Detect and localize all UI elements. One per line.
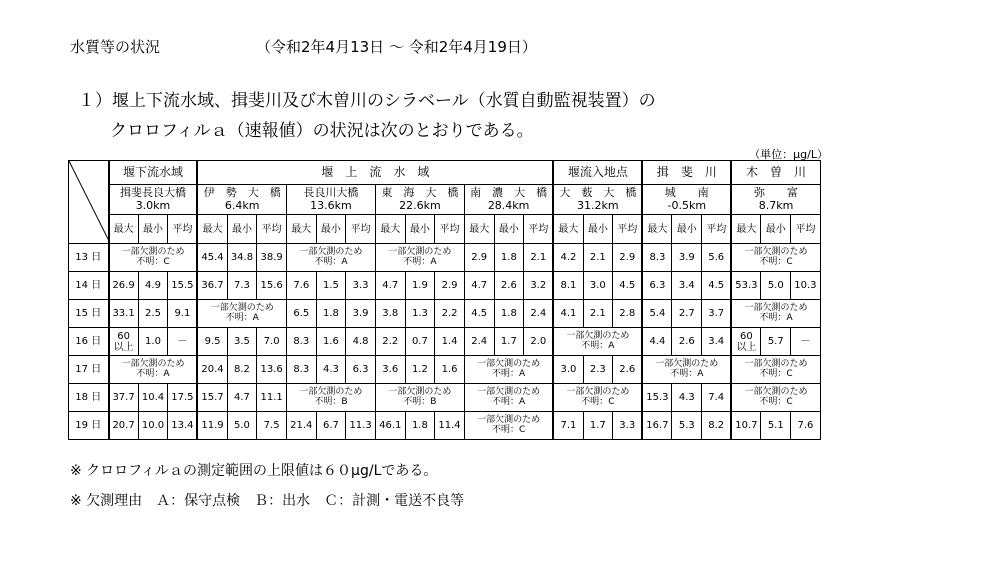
value-cell: 8.1	[553, 272, 583, 300]
missing-reason-code: A	[608, 340, 615, 351]
stat-header: 最小	[494, 215, 524, 244]
missing-data-cell	[731, 356, 820, 384]
value-cell: 2.4	[464, 328, 494, 356]
site-header	[464, 185, 553, 215]
stat-header: 最大	[553, 215, 583, 244]
site-name: 弥 富	[754, 186, 799, 200]
site-name: 城 南	[664, 186, 709, 200]
site-name: 大 薮 大 橋	[559, 186, 637, 200]
value-cell: 2.9	[435, 272, 465, 300]
group-header: 堰流入地点	[553, 161, 642, 185]
value-cell: 9.5	[197, 328, 227, 356]
missing-reason-prefix: 不明：	[314, 256, 342, 267]
value-cell: 5.0	[761, 272, 791, 300]
value-cell: 5.6	[702, 244, 732, 272]
value-cell: 3.4	[702, 328, 732, 356]
value-cell: 7.3	[227, 272, 257, 300]
missing-reason	[287, 398, 375, 408]
missing-reason-code: C	[786, 396, 793, 407]
value-cell: 6.5	[286, 300, 316, 328]
value-cell: 2.2	[435, 300, 465, 328]
site-header	[197, 185, 286, 215]
missing-data-cell	[553, 384, 642, 412]
value-cell: 9.1	[168, 300, 198, 328]
corner-diagonal	[69, 161, 109, 241]
missing-note: 一部欠測のため	[744, 358, 808, 369]
missing-data-cell	[553, 328, 642, 356]
missing-data-cell	[464, 356, 553, 384]
site-header	[375, 185, 464, 215]
value-cell: 8.2	[702, 412, 732, 440]
missing-reason-prefix: 不明：	[759, 312, 787, 323]
missing-reason	[732, 370, 819, 380]
value-cell: 16.7	[642, 412, 672, 440]
value-cell: 8.3	[286, 328, 316, 356]
site-distance: 8.7km	[758, 198, 794, 212]
value-cell: 13.4	[168, 412, 198, 440]
value-cell: 53.3	[731, 272, 761, 300]
value-cell: 2.1	[583, 244, 613, 272]
value-cell: 1.6	[435, 356, 465, 384]
missing-reason-prefix: 不明：	[759, 396, 787, 407]
value-cell: 4.7	[464, 272, 494, 300]
missing-note: 一部欠測のため	[744, 386, 808, 397]
missing-reason-prefix: 不明：	[581, 340, 609, 351]
stat-header: 最小	[138, 215, 168, 244]
value-cell: 36.7	[197, 272, 227, 300]
stat-header: 最大	[642, 215, 672, 244]
value-cell: 8.3	[286, 356, 316, 384]
missing-data-cell	[464, 384, 553, 412]
value-cell: 10.7	[731, 412, 761, 440]
day-label: 19 日	[69, 412, 109, 440]
missing-note: 一部欠測のため	[477, 414, 541, 425]
site-name: 南 濃 大 橋	[470, 186, 548, 200]
stat-header: 最小	[316, 215, 346, 244]
value-cell: 6.3	[642, 272, 672, 300]
value-cell: 2.0	[524, 328, 554, 356]
section-heading-line1: １）堰上下流水域、揖斐川及び木曽川のシラベール（水質自動監視装置）の	[78, 91, 656, 111]
missing-reason	[554, 398, 641, 408]
missing-reason-prefix: 不明：	[581, 396, 609, 407]
value-cell: 10.4	[138, 384, 168, 412]
value-cell: 1.8	[494, 300, 524, 328]
day-label: 14 日	[69, 272, 109, 300]
stat-header: 平均	[791, 215, 821, 244]
missing-reason-code: C	[786, 256, 793, 267]
table-row	[69, 272, 821, 300]
value-cell: 4.7	[227, 384, 257, 412]
value-cell: 37.7	[109, 384, 139, 412]
value-cell: 2.8	[613, 300, 643, 328]
missing-reason-prefix: 不明：	[403, 256, 431, 267]
value-cell: 2.6	[494, 272, 524, 300]
missing-reason	[198, 314, 285, 324]
value-cell: 2.6	[613, 356, 643, 384]
table-row	[69, 328, 821, 356]
missing-reason	[465, 398, 552, 408]
value-cell: 4.3	[672, 384, 702, 412]
value-cell: 20.7	[109, 412, 139, 440]
missing-data-cell	[109, 244, 198, 272]
missing-reason	[376, 398, 464, 408]
missing-note: 一部欠測のため	[210, 302, 274, 313]
value-cell: 3.6	[375, 356, 405, 384]
day-label: 17 日	[69, 356, 109, 384]
missing-note: 一部欠測のため	[744, 246, 808, 257]
value-cell: 15.7	[197, 384, 227, 412]
value-cell: 5.0	[227, 412, 257, 440]
site-header	[642, 185, 731, 215]
value-cell: 2.4	[524, 300, 554, 328]
group-header: 堰 上 流 水 域	[197, 161, 553, 185]
missing-reason-prefix: 不明：	[225, 312, 253, 323]
value-cell: 4.9	[138, 272, 168, 300]
value-cell: 3.0	[583, 272, 613, 300]
site-distance: 3.0km	[135, 198, 171, 212]
value-cell: 1.9	[405, 272, 435, 300]
value-cell: 3.0	[553, 356, 583, 384]
missing-note: 一部欠測のため	[388, 246, 452, 257]
corner-cell	[69, 161, 109, 244]
missing-reason	[643, 370, 730, 380]
page-title: 水質等の状況	[70, 38, 161, 56]
missing-note: 一部欠測のため	[566, 386, 630, 397]
value-cell: 5.1	[761, 412, 791, 440]
value-cell: 4.2	[553, 244, 583, 272]
value-cell: 2.1	[583, 300, 613, 328]
missing-data-cell	[286, 384, 375, 412]
site-header	[731, 185, 820, 215]
value-cell: 7.1	[553, 412, 583, 440]
missing-reason-prefix: 不明：	[314, 396, 342, 407]
missing-reason	[110, 258, 197, 268]
water-quality-table	[68, 160, 821, 440]
missing-reason-code: A	[519, 368, 526, 379]
table-row	[69, 356, 821, 384]
missing-data-cell	[197, 300, 286, 328]
value-cell: 2.3	[583, 356, 613, 384]
table-row	[69, 300, 821, 328]
value-cell: 1.8	[405, 412, 435, 440]
period: （令和2年4月13日 ～ 令和2年4月19日）	[256, 38, 537, 56]
value-cell: 20.4	[197, 356, 227, 384]
value-cell: 5.7	[761, 328, 791, 356]
value-cell: 1.4	[435, 328, 465, 356]
missing-reason-prefix: 不明：	[491, 424, 519, 435]
value-cell: 5.3	[672, 412, 702, 440]
value-cell: 7.6	[791, 412, 821, 440]
site-header	[109, 185, 198, 215]
value-cell: 11.1	[257, 384, 287, 412]
day-label: 13 日	[69, 244, 109, 272]
missing-reason	[554, 342, 641, 352]
missing-note: 一部欠測のため	[477, 386, 541, 397]
missing-reason-prefix: 不明：	[670, 368, 698, 379]
stat-header: 平均	[346, 215, 376, 244]
value-cell: 1.0	[138, 328, 168, 356]
unit-label: （単位：μg/L）	[749, 148, 828, 161]
missing-reason-prefix: 不明：	[759, 256, 787, 267]
value-cell: 3.2	[524, 272, 554, 300]
missing-data-cell	[642, 356, 731, 384]
missing-reason	[465, 370, 552, 380]
value-cell: 2.9	[613, 244, 643, 272]
missing-note: 一部欠測のため	[477, 358, 541, 369]
value-cell: 1.5	[316, 272, 346, 300]
site-name: 長良川大橋	[303, 186, 359, 200]
group-header: 木 曽 川	[731, 161, 820, 185]
missing-data-cell	[731, 384, 820, 412]
note-missing-reasons: ※ 欠測理由 Ａ：保守点検 Ｂ：出水 Ｃ：計測・電送不良等	[70, 493, 465, 509]
stat-header: 最大	[375, 215, 405, 244]
stat-header: 最小	[761, 215, 791, 244]
stat-header: 最小	[583, 215, 613, 244]
stat-header: 平均	[702, 215, 732, 244]
missing-note: 一部欠測のため	[655, 358, 719, 369]
value-cell: 15.3	[642, 384, 672, 412]
site-name: 東 海 大 橋	[381, 186, 459, 200]
missing-reason	[465, 426, 552, 436]
value-cell: 1.3	[405, 300, 435, 328]
missing-note: 一部欠測のため	[121, 358, 185, 369]
missing-reason	[287, 258, 375, 268]
site-distance: -0.5km	[667, 198, 707, 212]
day-label: 18 日	[69, 384, 109, 412]
day-label: 15 日	[69, 300, 109, 328]
table-row	[69, 244, 821, 272]
missing-reason-prefix: 不明：	[136, 368, 164, 379]
missing-reason-code: A	[786, 312, 793, 323]
value-cell: 2.2	[375, 328, 405, 356]
value-cell: 4.7	[375, 272, 405, 300]
value-cell: 3.5	[227, 328, 257, 356]
missing-reason-code: B	[341, 396, 348, 407]
value-cell: 4.1	[553, 300, 583, 328]
missing-data-cell	[375, 244, 464, 272]
value-cell: 60 以上	[731, 328, 761, 356]
value-cell: －	[791, 328, 821, 356]
value-cell: 15.6	[257, 272, 287, 300]
table-row	[69, 412, 821, 440]
site-distance: 13.6km	[310, 198, 352, 212]
missing-note: 一部欠測のため	[299, 246, 363, 257]
value-cell: 1.8	[494, 244, 524, 272]
value-cell: 2.6	[672, 328, 702, 356]
value-cell: 7.0	[257, 328, 287, 356]
missing-note: 一部欠測のため	[299, 386, 363, 397]
table-row	[69, 384, 821, 412]
missing-reason-prefix: 不明：	[492, 396, 520, 407]
missing-reason-code: C	[786, 368, 793, 379]
value-cell: 15.5	[168, 272, 198, 300]
site-distance: 28.4km	[487, 198, 530, 212]
value-cell: 45.4	[197, 244, 227, 272]
value-cell: 6.7	[316, 412, 346, 440]
value-cell: 3.8	[375, 300, 405, 328]
site-header	[553, 185, 642, 215]
group-header: 揖 斐 川	[642, 161, 731, 185]
missing-data-cell	[464, 412, 553, 440]
value-cell: 2.7	[672, 300, 702, 328]
stat-header: 平均	[524, 215, 554, 244]
missing-reason-code: A	[519, 396, 526, 407]
value-cell: 3.7	[702, 300, 732, 328]
site-distance: 6.4km	[224, 198, 260, 212]
value-cell: 8.2	[227, 356, 257, 384]
value-cell: 1.6	[316, 328, 346, 356]
missing-reason-code: C	[163, 256, 170, 267]
value-cell: 3.3	[613, 412, 643, 440]
value-cell: 2.9	[464, 244, 494, 272]
site-distance: 22.6km	[399, 198, 441, 212]
value-cell: 1.8	[316, 300, 346, 328]
value-cell: 8.3	[642, 244, 672, 272]
stat-header: 平均	[613, 215, 643, 244]
missing-reason-code: B	[430, 396, 437, 407]
value-cell: 5.4	[642, 300, 672, 328]
missing-data-cell	[286, 244, 375, 272]
stat-header: 最大	[464, 215, 494, 244]
missing-reason	[110, 370, 197, 380]
value-cell: 3.3	[346, 272, 376, 300]
value-cell: 2.1	[524, 244, 554, 272]
section-heading-line2: クロロフィルａ（速報値）の状況は次のとおりである。	[110, 121, 534, 141]
site-name: 揖斐長良大橋	[119, 186, 186, 200]
missing-reason	[732, 398, 819, 408]
value-cell: 21.4	[286, 412, 316, 440]
missing-reason	[732, 258, 819, 268]
missing-data-cell	[375, 384, 464, 412]
value-cell: 7.4	[702, 384, 732, 412]
missing-reason-code: A	[252, 312, 259, 323]
value-cell: 10.3	[791, 272, 821, 300]
stat-header: 最小	[672, 215, 702, 244]
value-cell: 11.4	[435, 412, 465, 440]
value-cell: 38.9	[257, 244, 287, 272]
missing-reason-prefix: 不明：	[136, 256, 164, 267]
value-cell: 26.9	[109, 272, 139, 300]
value-cell: 46.1	[375, 412, 405, 440]
stat-header: 最大	[731, 215, 761, 244]
value-cell: 34.8	[227, 244, 257, 272]
value-cell: 3.9	[672, 244, 702, 272]
missing-reason-code: A	[163, 368, 170, 379]
value-cell: 4.5	[464, 300, 494, 328]
stat-header: 最小	[227, 215, 257, 244]
value-cell: －	[168, 328, 198, 356]
value-cell: 7.5	[257, 412, 287, 440]
value-cell: 11.9	[197, 412, 227, 440]
value-cell: 4.5	[613, 272, 643, 300]
stat-header: 平均	[435, 215, 465, 244]
value-cell: 4.3	[316, 356, 346, 384]
value-cell: 1.7	[494, 328, 524, 356]
value-cell: 33.1	[109, 300, 139, 328]
value-cell: 7.6	[286, 272, 316, 300]
value-cell: 11.3	[346, 412, 376, 440]
value-cell: 0.7	[405, 328, 435, 356]
value-cell: 3.9	[346, 300, 376, 328]
group-header: 堰下流水域	[109, 161, 198, 185]
missing-note: 一部欠測のため	[744, 302, 808, 313]
value-cell: 60 以上	[109, 328, 139, 356]
value-cell: 2.5	[138, 300, 168, 328]
stat-header: 最小	[405, 215, 435, 244]
missing-note: 一部欠測のため	[121, 246, 185, 257]
value-cell: 1.2	[405, 356, 435, 384]
missing-reason	[376, 258, 464, 268]
site-name: 伊 勢 大 橋	[203, 186, 281, 200]
day-label: 16 日	[69, 328, 109, 356]
missing-data-cell	[731, 244, 820, 272]
stat-header: 最大	[197, 215, 227, 244]
missing-data-cell	[731, 300, 820, 328]
missing-data-cell	[109, 356, 198, 384]
value-cell: 10.0	[138, 412, 168, 440]
site-distance: 31.2km	[577, 198, 619, 212]
missing-note: 一部欠測のため	[388, 386, 452, 397]
value-cell: 3.4	[672, 272, 702, 300]
stat-header: 最大	[109, 215, 139, 244]
note-upper-limit: ※ クロロフィルａの測定範囲の上限値は６０μg/Lである。	[70, 463, 438, 479]
value-cell: 4.4	[642, 328, 672, 356]
value-cell: 4.8	[346, 328, 376, 356]
missing-reason-code: C	[608, 396, 615, 407]
value-cell: 6.3	[346, 356, 376, 384]
missing-reason-code: A	[697, 368, 704, 379]
stat-header: 平均	[257, 215, 287, 244]
value-cell: 4.5	[702, 272, 732, 300]
missing-reason-prefix: 不明：	[492, 368, 520, 379]
site-header	[286, 185, 375, 215]
stat-header: 最大	[286, 215, 316, 244]
stat-header: 平均	[168, 215, 198, 244]
missing-note: 一部欠測のため	[566, 330, 630, 341]
missing-reason-code: A	[430, 256, 437, 267]
value-cell: 1.7	[583, 412, 613, 440]
value-cell: 17.5	[168, 384, 198, 412]
missing-reason-prefix: 不明：	[403, 396, 431, 407]
missing-reason-code: A	[341, 256, 348, 267]
value-cell: 13.6	[257, 356, 287, 384]
missing-reason-prefix: 不明：	[759, 368, 787, 379]
missing-reason-code: C	[518, 424, 526, 435]
missing-reason	[732, 314, 819, 324]
